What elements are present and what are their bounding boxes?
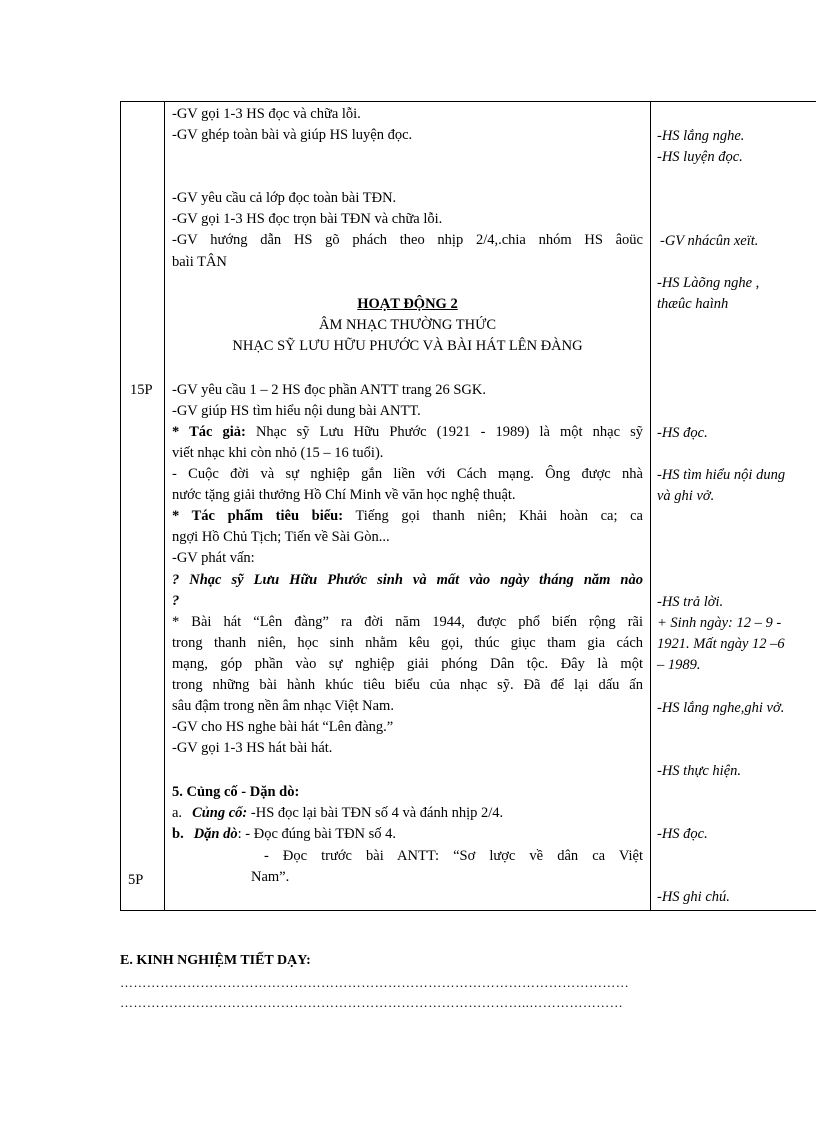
teacher-line: mạng, góp phần vào sự nghiệp giải phóng Dân tộc. Đây là một: [172, 656, 643, 672]
student-line: -HS thực hiện.: [657, 763, 742, 779]
student-line: -HS Làõng nghe ,: [657, 275, 760, 291]
section-heading-consolidation: 5. Củng cố - Dặn dò:: [172, 784, 300, 800]
section-heading: HOẠT ĐỘNG 2: [357, 296, 458, 312]
student-line: và ghi vở.: [657, 488, 715, 504]
teacher-line: [172, 803, 503, 823]
teacher-line: -GV gọi 1-3 HS đọc trọn bài TĐN và chữa lỗi.: [172, 211, 443, 227]
teacher-line: -GV gọi 1-3 HS hát bài hát.: [172, 740, 333, 756]
teacher-line: baìi TÂN: [172, 254, 227, 270]
student-line: -HS luyện đọc.: [657, 149, 743, 165]
student-line: -GV nhácûn xeït.: [660, 233, 759, 249]
teacher-text: Tiếng gọi thanh niên; Khải hoàn ca; ca: [343, 508, 643, 524]
bold-label: * Tác giả:: [172, 424, 246, 440]
teacher-line: -GV ghép toàn bài và giúp HS luyện đọc.: [172, 127, 413, 143]
student-line: -HS lắng nghe,ghi vở.: [657, 700, 785, 716]
teacher-line: sâu đậm trong nền âm nhạc Việt Nam.: [172, 698, 394, 714]
teacher-line: Nam”.: [251, 869, 290, 885]
student-line: -HS đọc.: [657, 826, 708, 842]
teacher-line: viết nhạc khi còn nhỏ (15 – 16 tuổi).: [172, 445, 384, 461]
teacher-line: -GV gọi 1-3 HS đọc và chữa lỗi.: [172, 106, 361, 122]
teacher-line: [172, 824, 396, 844]
section-subheading: ÂM NHẠC THƯỜNG THỨC: [318, 317, 497, 333]
teacher-line: [172, 506, 643, 526]
teacher-line: * Bài hát “Lên đàng” ra đời năm 1944, được phổ biến rộng rãi: [172, 614, 643, 630]
teacher-line: -GV phát vấn:: [172, 550, 255, 566]
question-line: ? Nhạc sỹ Lưu Hữu Phước sinh và mất vào ngày tháng năm nào: [172, 572, 643, 588]
teacher-line: -GV hướng dẫn HS gõ phách theo nhịp 2/4,.chia nhóm HS âoüc: [172, 232, 643, 248]
teacher-line: - Cuộc đời và sự nghiệp gắn liền với Cách mạng. Ông được nhà: [172, 466, 643, 482]
student-line: + Sinh ngày: 12 – 9 -: [657, 615, 782, 631]
student-line: -HS ghi chú.: [657, 889, 730, 905]
student-line: -HS tìm hiểu nội dung: [657, 467, 786, 483]
teacher-line: ngợi Hồ Chủ Tịch; Tiến về Sài Gòn...: [172, 529, 390, 545]
time-label-5p: 5P: [128, 872, 144, 888]
time-label-15p: 15P: [130, 382, 153, 398]
teacher-line: -GV yêu cầu 1 – 2 HS đọc phần ANTT trang 26 SGK.: [172, 382, 486, 398]
student-line: thæûc haình: [657, 296, 729, 312]
student-line: -HS lắng nghe.: [657, 128, 745, 144]
teacher-line: -GV yêu cầu cả lớp đọc toàn bài TĐN.: [172, 190, 397, 206]
bold-label: Củng cố:: [192, 805, 248, 821]
list-marker: b.: [172, 826, 184, 842]
experience-heading: E. KINH NGHIỆM TIẾT DẠY:: [120, 953, 311, 968]
dotted-line: ………………………………………………………………………………..…………………: [120, 995, 624, 1010]
teacher-text: : - Đọc đúng bài TĐN số 4.: [237, 826, 397, 842]
student-line: 1921. Mất ngày 12 –6: [657, 636, 785, 652]
bold-label: Dặn dò: [193, 826, 238, 842]
teacher-line: nước tặng giải thưởng Hồ Chí Minh về văn học nghệ thuật.: [172, 487, 516, 503]
teacher-line: - Đọc trước bài ANTT: “Sơ lược về dân ca Việt: [264, 848, 643, 864]
teacher-line: trong những bài hành khúc tiêu biểu của nhạc sỹ. Đã để lại dấu ấn: [172, 677, 643, 693]
teacher-line: trong thanh niên, học sinh nhằm kêu gọi, thúc giục tham gia cách: [172, 635, 643, 651]
column-divider-student: [650, 101, 651, 911]
student-line: – 1989.: [657, 657, 701, 673]
student-line: -HS trả lời.: [657, 594, 724, 610]
teacher-line: [172, 422, 643, 442]
student-line: -HS đọc.: [657, 425, 708, 441]
column-divider-time: [164, 101, 165, 911]
teacher-text: Nhạc sỹ Lưu Hữu Phước (1921 - 1989) là một nhạc sỹ: [245, 424, 643, 440]
section-subheading: NHẠC SỸ LƯU HỮU PHƯỚC VÀ BÀI HÁT LÊN ĐÀNG: [232, 338, 583, 354]
list-marker: a.: [172, 805, 183, 821]
teacher-text: -HS đọc lại bài TĐN số 4 và đánh nhịp 2/4.: [247, 805, 504, 821]
question-line: ?: [172, 593, 180, 609]
teacher-line: -GV giúp HS tìm hiểu nội dung bài ANTT.: [172, 403, 421, 419]
bold-label: * Tác phẩm tiêu biểu:: [172, 508, 344, 524]
teacher-line: -GV cho HS nghe bài hát “Lên đàng.”: [172, 719, 394, 735]
dotted-line: ……………………………………………………………………………………………………: [120, 975, 630, 990]
